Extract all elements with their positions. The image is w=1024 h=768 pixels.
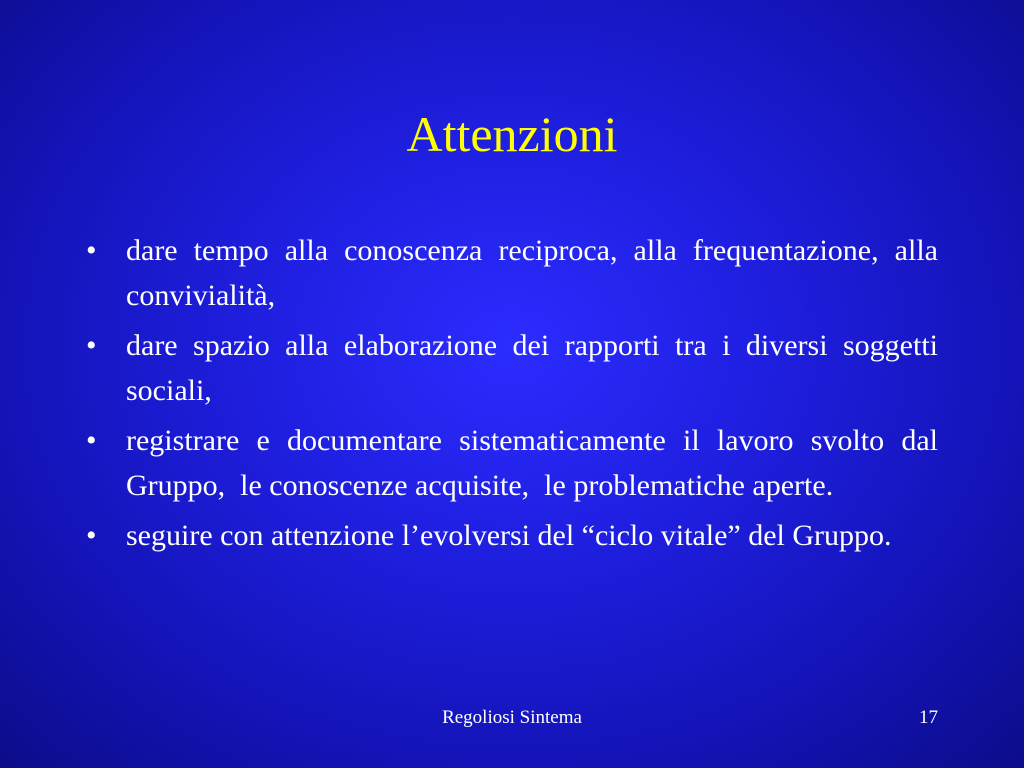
bullet-item [82,513,938,558]
bullet-list [82,228,946,563]
bullet-item [82,418,946,508]
page-number: 17 [919,707,938,728]
bullet-text: seguire con attenzione l’evolversi del “ciclo vitale” del Gruppo. [126,519,892,552]
bullet-item [82,323,938,413]
footer-text: Regoliosi Sintema [442,707,582,728]
bullet-item [82,228,938,318]
bullet-text: registrare e documentare sistematicamente il lavoro svolto dal Gruppo, le conoscenze acquisite, le problematiche aperte. [126,424,946,502]
bullet-dot-icon: • [86,424,97,457]
bullet-text: dare tempo alla conoscenza reciproca, alla frequentazione, alla convivialità, [126,234,938,312]
bullet-text: dare spazio alla elaborazione dei rapporti tra i diversi soggetti sociali, [126,329,938,407]
slide-title: Attenzioni [406,106,618,162]
bullet-dot-icon: • [86,519,97,552]
bullet-dot-icon: • [86,234,97,267]
bullet-dot-icon: • [86,329,97,362]
